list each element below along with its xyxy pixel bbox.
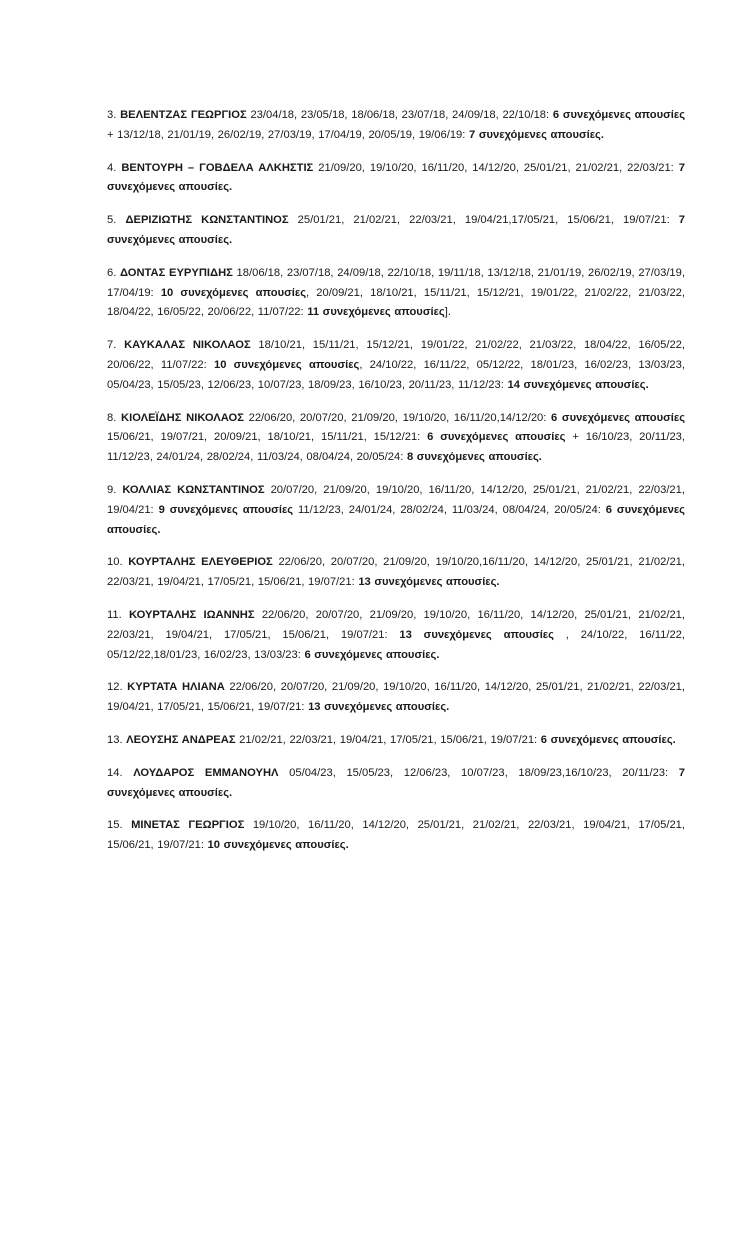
- absence-list: [107, 106, 685, 869]
- member-name: ΛΕΟΥΣΗΣ ΑΝΔΡΕΑΣ: [126, 733, 236, 746]
- absence-summary: 6 συνεχόμενες απουσίες: [427, 431, 566, 444]
- entry-number: 6.: [107, 266, 117, 279]
- absence-dates: 25/01/21, 21/02/21, 22/03/21, 19/04/21,17/05/21, 15/06/21, 19/07/21:: [288, 214, 679, 227]
- absence-summary: 10 συνεχόμενες απουσίες: [160, 286, 307, 299]
- member-name: ΔΟΝΤΑΣ ΕΥΡΥΠΙΔΗΣ: [120, 266, 233, 279]
- absence-dates: 22/06/20, 20/07/20, 21/09/20, 19/10/20, 16/11/20, 14/12/20, 25/01/21, 21/02/21, 22/03/21, 19/04/21, 17/05/21, 15/06/21, 19/07/21:: [107, 681, 686, 714]
- entry-number: 4.: [107, 161, 117, 174]
- absence-summary: 13 συνεχόμενες απουσίες.: [358, 576, 500, 589]
- absence-dates: 22/06/20, 20/07/20, 21/09/20, 19/10/20, 16/11/20, 14/12/20, 25/01/21, 21/02/21, 22/03/21, 19/04/21, 17/05/21, 15/06/21, 19/07/21:: [107, 608, 686, 641]
- absence-dates: 18/10/21, 15/11/21, 15/12/21, 19/01/22, 21/02/22, 21/03/22, 18/04/22, 16/05/22, 20/06/22, 11/07/22:: [107, 339, 686, 371]
- member-name: ΚΟΥΡΤΑΛΗΣ ΙΩΑΝΝΗΣ: [129, 608, 255, 621]
- list-item: [107, 764, 685, 804]
- entry-number: 12.: [107, 681, 123, 694]
- entry-number: 9.: [107, 483, 117, 496]
- absence-summary: 14 συνεχόμενες απουσίες.: [507, 378, 649, 391]
- absence-dates: , 24/10/22, 16/11/22, 05/12/22,18/01/23, 16/02/23, 13/03/23:: [107, 628, 685, 661]
- entry-number: 7.: [107, 339, 117, 352]
- absence-summary: 7 συνεχόμενες απουσίες.: [469, 128, 604, 141]
- member-name: ΜΙΝΕΤΑΣ ΓΕΩΡΓΙΟΣ: [131, 819, 245, 832]
- absence-summary: 10 συνεχόμενες απουσίες: [213, 358, 360, 371]
- absence-dates: 20/07/20, 21/09/20, 19/10/20, 16/11/20, 14/12/20, 25/01/21, 21/02/21, 22/03/21, 19/04/21:: [107, 483, 685, 516]
- absence-summary: 8 συνεχόμενες απουσίες.: [406, 451, 542, 464]
- absence-summary: 6 συνεχόμενες απουσίες.: [540, 733, 676, 746]
- member-name: ΚΙΟΛΕΪΔΗΣ ΝΙΚΟΛΑΟΣ: [121, 411, 244, 424]
- absence-summary: 7 συνεχόμενες απουσίες.: [107, 766, 686, 799]
- absence-dates: 23/04/18, 23/05/18, 18/06/18, 23/07/18, 24/09/18, 22/10/18:: [246, 109, 553, 121]
- list-item: [107, 264, 685, 323]
- absence-dates: 15/06/21, 19/07/21, 20/09/21, 18/10/21, 15/11/21, 15/12/21:: [107, 431, 428, 444]
- absence-summary: 10 συνεχόμενες απουσίες.: [207, 839, 349, 852]
- list-item: [107, 336, 685, 395]
- entry-number: 3.: [107, 109, 117, 121]
- entry-number: 14.: [107, 766, 123, 779]
- absence-summary: 6 συνεχόμενες απουσίες.: [304, 648, 440, 661]
- entry-number: 13.: [107, 733, 123, 746]
- absence-summary: 6 συνεχόμενες απουσίες: [551, 411, 686, 424]
- absence-dates: 18/06/18, 23/07/18, 24/09/18, 22/10/18, 19/11/18, 13/12/18, 21/01/19, 26/02/19, 27/03/19, 17/04/19:: [107, 266, 685, 299]
- absence-dates: 19/10/20, 16/11/20, 14/12/20, 25/01/21, 21/02/21, 22/03/21, 19/04/21, 17/05/21, 15/06/21, 19/07/21:: [107, 819, 685, 852]
- absence-summary: 13 συνεχόμενες απουσίες.: [308, 701, 450, 714]
- member-name: ΔΕΡΙΖΙΩΤΗΣ ΚΩΝΣΤΑΝΤΙΝΟΣ: [125, 214, 289, 227]
- absence-dates: , 20/09/21, 18/10/21, 15/11/21, 15/12/21, 19/01/22, 21/02/22, 21/03/22, 18/04/22, 16/05/22, 20/06/22, 11/07/22:: [107, 286, 686, 319]
- absence-dates: + 13/12/18, 21/01/19, 26/02/19, 27/03/19, 17/04/19, 20/05/19, 19/06/19:: [107, 128, 469, 141]
- entry-number: 15.: [107, 819, 123, 832]
- absence-summary: 6 συνεχόμενες απουσίες: [552, 109, 686, 121]
- member-name: ΚΟΥΡΤΑΛΗΣ ΕΛΕΥΘΕΡΙΟΣ: [128, 556, 273, 569]
- list-item: [107, 606, 685, 665]
- list-item: [107, 481, 685, 540]
- member-name: ΒΕΝΤΟΥΡΗ – ΓΟΒΔΕΛΑ ΑΛΚΗΣΤΙΣ: [121, 161, 314, 174]
- absence-summary: 7 συνεχόμενες απουσίες.: [107, 161, 685, 194]
- member-name: ΛΟΥΔΑΡΟΣ ΕΜΜΑΝΟΥΗΛ: [133, 766, 279, 779]
- absence-dates: 22/06/20, 20/07/20, 21/09/20, 19/10/20, 16/11/20,14/12/20:: [243, 411, 552, 424]
- absence-dates: ].: [444, 306, 451, 319]
- entry-number: 10.: [107, 556, 123, 569]
- absence-summary: 11 συνεχόμενες απουσίες: [307, 306, 445, 319]
- member-name: ΚΑΥΚΑΛΑΣ ΝΙΚΟΛΑΟΣ: [124, 339, 251, 352]
- list-item: [107, 106, 685, 146]
- absence-summary: 7 συνεχόμενες απουσίες.: [107, 214, 685, 246]
- list-item: [107, 731, 685, 751]
- list-item: [107, 678, 685, 718]
- list-item: [107, 409, 685, 468]
- list-item: [107, 816, 685, 856]
- absence-summary: 9 συνεχόμενες απουσίες: [158, 503, 294, 516]
- absence-dates: + 16/10/23, 20/11/23, 11/12/23, 24/01/24, 28/02/24, 11/03/24, 08/04/24, 20/05/24:: [107, 431, 686, 464]
- member-name: ΚΟΛΛΙΑΣ ΚΩΝΣΤΑΝΤΙΝΟΣ: [122, 483, 265, 496]
- list-item: [107, 159, 685, 199]
- list-item: [107, 553, 685, 593]
- absence-summary: 6 συνεχόμενες απουσίες.: [107, 503, 685, 536]
- member-name: ΒΕΛΕΝΤΖΑΣ ΓΕΩΡΓΙΟΣ: [120, 109, 247, 121]
- absence-summary: 13 συνεχόμενες απουσίες: [399, 628, 554, 641]
- entry-number: 5.: [107, 214, 117, 227]
- absence-dates: 11/12/23, 24/01/24, 28/02/24, 11/03/24, 08/04/24, 20/05/24:: [293, 503, 606, 516]
- entry-number: 11.: [107, 608, 122, 621]
- entry-number: 8.: [107, 411, 117, 424]
- list-item: [107, 211, 685, 251]
- absence-dates: 21/09/20, 19/10/20, 16/11/20, 14/12/20, 25/01/21, 21/02/21, 22/03/21:: [313, 161, 679, 174]
- absence-dates: , 24/10/22, 16/11/22, 05/12/22, 18/01/23, 16/02/23, 13/03/23, 05/04/23, 15/05/23, 12/06/23, 10/07/23, 18/09/23, 16/10/23, 20/11/23, 11/12/23:: [107, 358, 685, 391]
- absence-dates: 05/04/23, 15/05/23, 12/06/23, 10/07/23, 18/09/23,16/10/23, 20/11/23:: [278, 766, 679, 779]
- absence-dates: 21/02/21, 22/03/21, 19/04/21, 17/05/21, 15/06/21, 19/07/21:: [235, 733, 541, 746]
- member-name: ΚΥΡΤΑΤΑ ΗΛΙΑΝΑ: [127, 681, 225, 694]
- absence-dates: 22/06/20, 20/07/20, 21/09/20, 19/10/20,16/11/20, 14/12/20, 25/01/21, 21/02/21, 22/03/21, 19/04/21, 17/05/21, 15/06/21, 19/07/21:: [107, 556, 685, 589]
